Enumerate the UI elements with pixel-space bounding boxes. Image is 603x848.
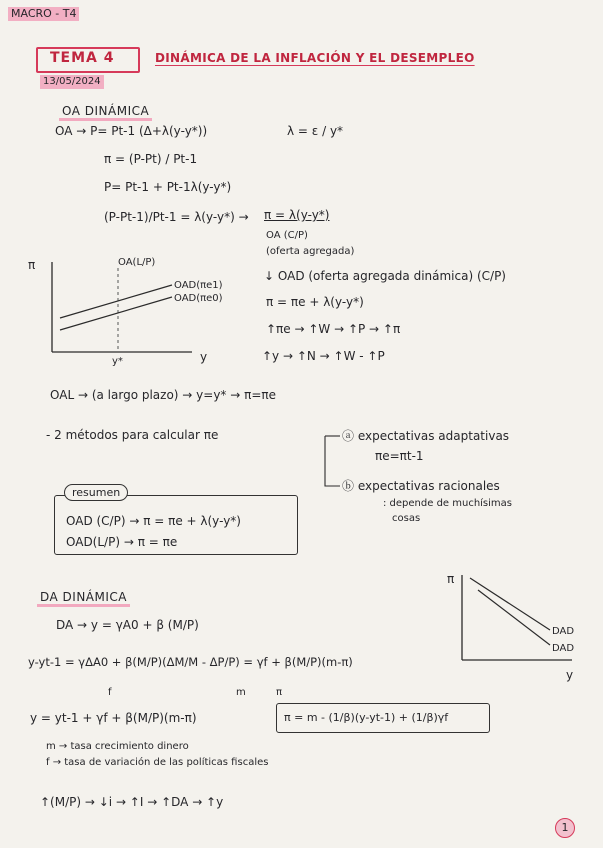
method-b2: : depende de muchísimas	[383, 498, 513, 509]
resumen-2: OAD(L/P) → π = πe	[66, 535, 178, 549]
graph2-dad2: DAD	[552, 643, 575, 654]
da-under-pi: π	[276, 687, 283, 698]
graph1-xtick: y*	[112, 356, 123, 367]
page-number: 1	[555, 818, 575, 838]
graph1-xlabel: y	[200, 350, 208, 364]
oad-def: ↓ OAD (oferta agregada dinámica) (C/P)	[264, 269, 506, 283]
tema-badge: TEMA 4	[50, 50, 115, 66]
da-eq2: y-yt-1 = γΔA0 + β(M/P)(ΔM/M - ΔP/P) = γf + β(M/P)(m-π)	[28, 655, 353, 669]
course-tag: MACRO - T4	[8, 7, 79, 21]
methods: - 2 métodos para calcular πe	[46, 428, 219, 442]
da-m: m → tasa crecimiento dinero	[46, 741, 189, 752]
topic-title: DINÁMICA DE LA INFLACIÓN Y EL DESEMPLEO	[155, 51, 475, 65]
da-under-m: m	[236, 687, 246, 698]
method-a: ⓐ expectativas adaptativas	[342, 429, 510, 443]
graph1-oa: OA(L/P)	[118, 257, 156, 268]
graph2-ylabel: π	[447, 572, 455, 586]
graph1-oad0: OAD(πe0)	[174, 293, 223, 304]
method-a2: πe=πt-1	[375, 449, 424, 463]
oa-eq3: P= Pt-1 + Pt-1λ(y-y*)	[104, 180, 232, 194]
chain1: ↑πe → ↑W → ↑P → ↑π	[266, 322, 401, 336]
da-eq3: y = yt-1 + γf + β(M/P)(m-π)	[30, 711, 197, 725]
graph1-oad1: OAD(πe1)	[174, 280, 223, 291]
graph2-xlabel: y	[566, 668, 574, 682]
oa-eq1: OA → P= Pt-1 (Δ+λ(y-y*))	[55, 124, 208, 138]
oa-heading: OA DINÁMICA	[62, 104, 150, 118]
oa-cp: OA (C/P)	[266, 230, 308, 241]
da-under-f: f	[108, 687, 112, 698]
da-eq1: DA → y = γA0 + β (M/P)	[56, 618, 199, 632]
resumen-label: resumen	[64, 484, 128, 501]
oa-eq4: (P-Pt-1)/Pt-1 = λ(y-y*) →	[104, 210, 249, 224]
da-f: f → tasa de variación de las políticas fiscales	[46, 757, 269, 768]
oa-eq2: π = (P-Pt) / Pt-1	[104, 152, 198, 166]
da-chain: ↑(M/P) → ↓i → ↑I → ↑DA → ↑y	[40, 795, 224, 809]
date: 13/05/2024	[40, 75, 104, 89]
da-eq3b: π = m - (1/β)(y-yt-1) + (1/β)γf	[284, 711, 449, 724]
oad-eq: π = πe + λ(y-y*)	[266, 295, 364, 309]
oa-lambda: λ = ε / y*	[287, 124, 344, 138]
method-b: ⓑ expectativas racionales	[342, 479, 500, 493]
graph1-ylabel: π	[28, 258, 36, 272]
oa-oferta: (oferta agregada)	[266, 246, 355, 257]
graph2-dad1: DAD	[552, 626, 575, 637]
da-heading: DA DINÁMICA	[40, 590, 127, 604]
oal-line: OAL → (a largo plazo) → y=y* → π=πe	[50, 388, 276, 402]
chain2: ↑y → ↑N → ↑W - ↑P	[262, 349, 385, 363]
resumen-1: OAD (C/P) → π = πe + λ(y-y*)	[66, 514, 241, 528]
method-b3: cosas	[392, 513, 421, 524]
oa-eq4b: π = λ(y-y*)	[264, 208, 330, 222]
